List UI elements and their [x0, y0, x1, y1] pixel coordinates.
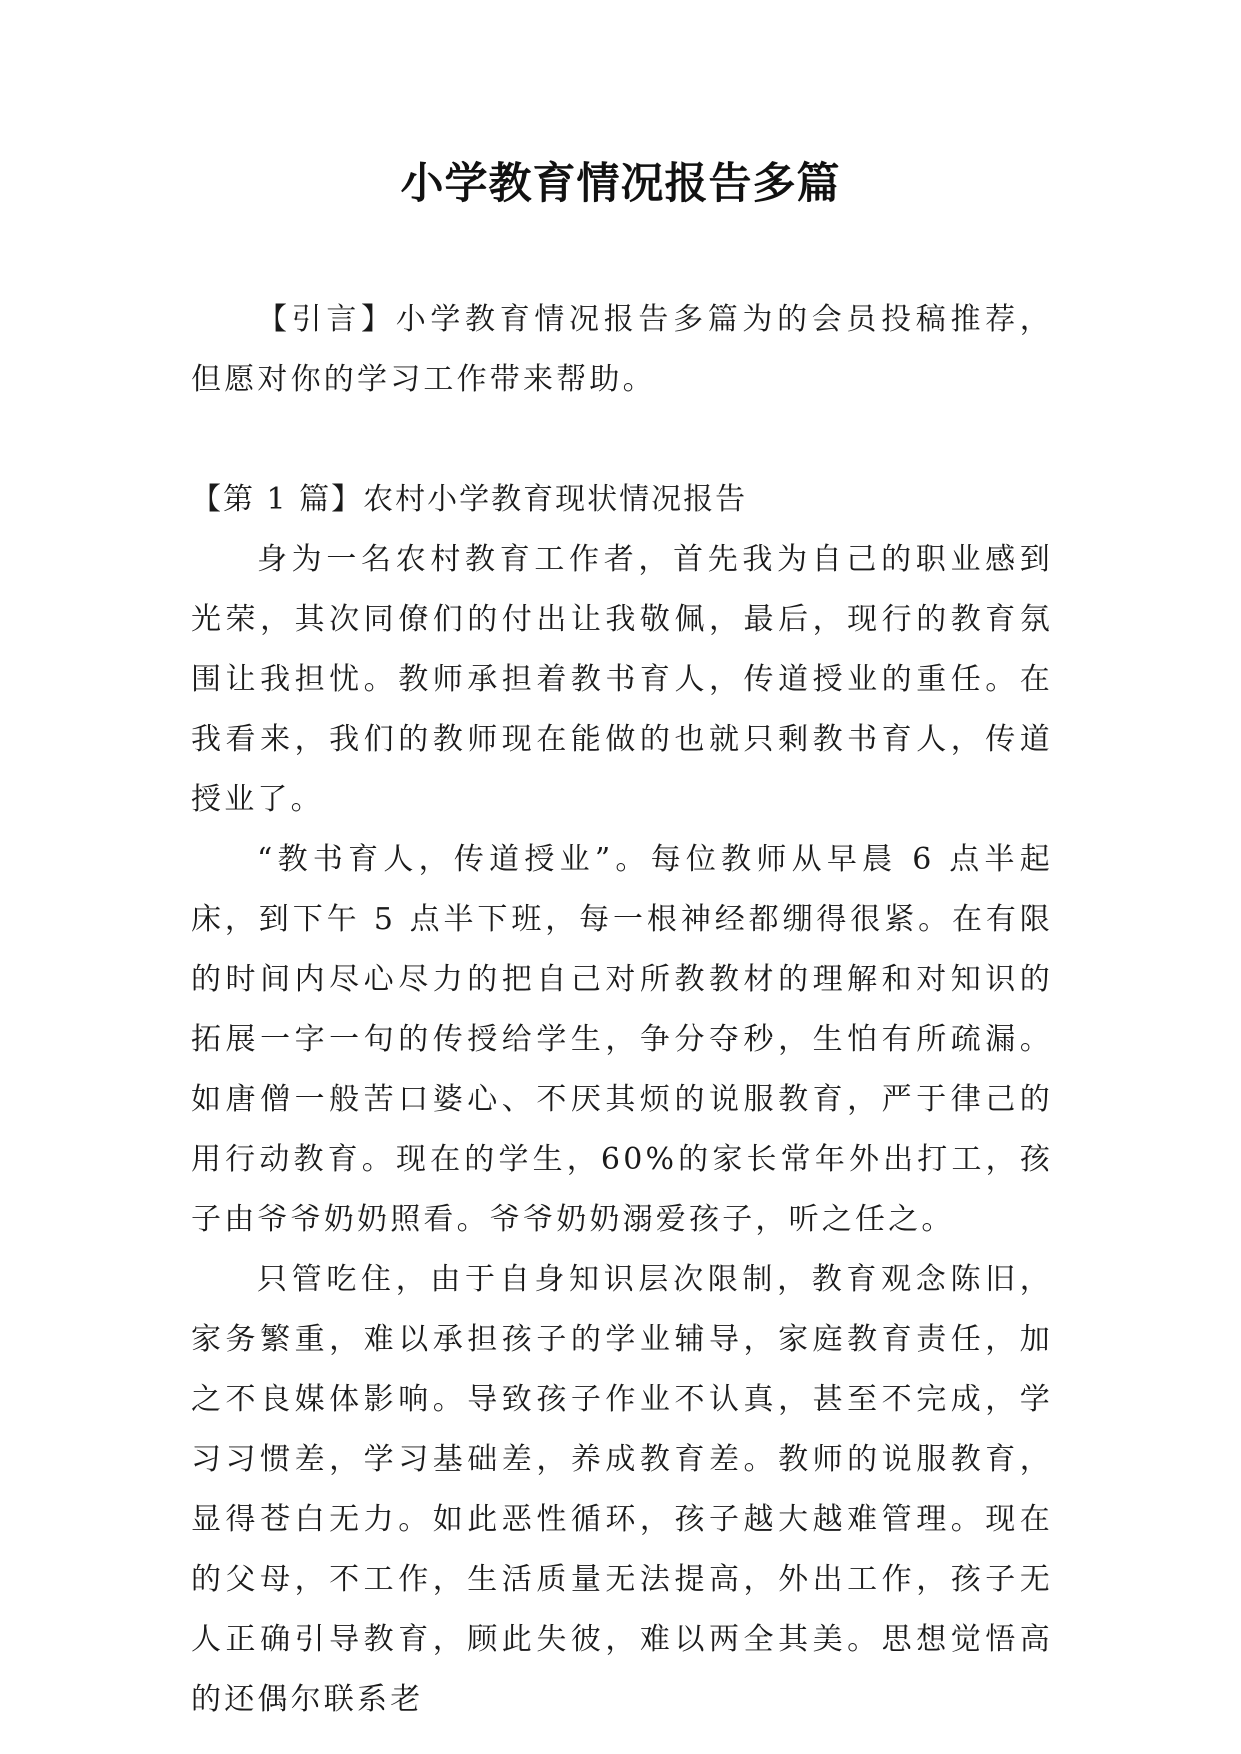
- body-paragraph: “教书育人，传道授业”。每位教师从早晨 6 点半起床，到下午 5 点半下班，每一根神经都绷得很紧。在有限的时间内尽心尽力的把自己对所教教材的理解和对知识的拓展一字一句的传授给学生，争分夺秒，生怕有所疏漏。如唐僧一般苦口婆心、不厌其烦的说服教育，严于律己的用行动教育。现在的学生，60%的家长常年外出打工，孩子由爷爷奶奶照看。爷爷奶奶溺爱孩子，听之任之。: [191, 842, 1053, 1237]
- section-heading: 【第 1 篇】农村小学教育现状情况报告: [191, 482, 748, 517]
- document-body: [191, 290, 1053, 1730]
- intro-paragraph: 【引言】小学教育情况报告多篇为的会员投稿推荐，但愿对你的学习工作带来帮助。: [191, 302, 1053, 397]
- body-paragraph: 只管吃住，由于自身知识层次限制，教育观念陈旧，家务繁重，难以承担孩子的学业辅导，家庭教育责任，加之不良媒体影响。导致孩子作业不认真，甚至不完成，学习习惯差，学习基础差，养成教育差。教师的说服教育，显得苍白无力。如此恶性循环，孩子越大越难管理。现在的父母，不工作，生活质量无法提高，外出工作，孩子无人正确引导教育，顾此失彼，难以两全其美。思想觉悟高的还偶尔联系老: [191, 1262, 1053, 1717]
- document-title: 小学教育情况报告多篇: [400, 159, 841, 209]
- body-paragraph: 身为一名农村教育工作者，首先我为自己的职业感到光荣，其次同僚们的付出让我敬佩，最后，现行的教育氛围让我担忧。教师承担着教书育人，传道授业的重任。在我看来，我们的教师现在能做的也就只剩教书育人，传道授业了。: [191, 542, 1053, 817]
